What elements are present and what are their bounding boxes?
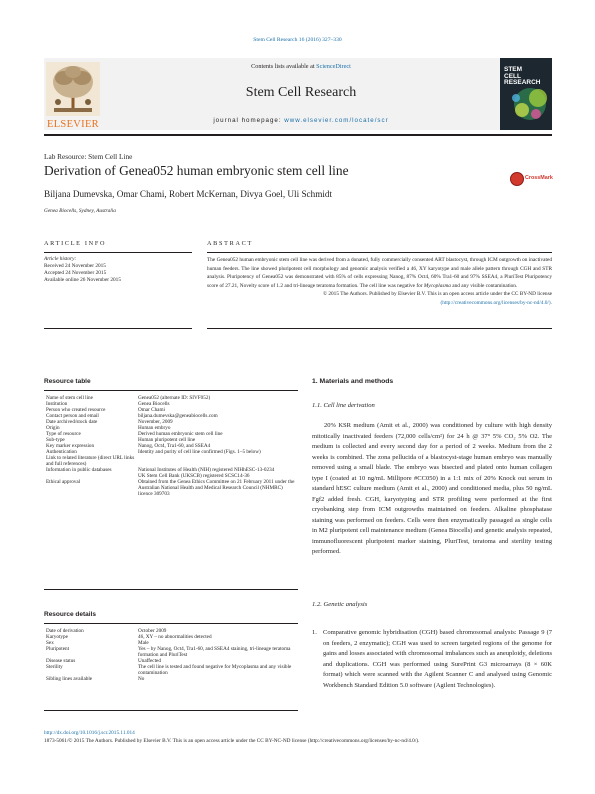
table-row-key: Date of derivation bbox=[46, 628, 84, 634]
section-heading-methods: 1. Materials and methods bbox=[312, 378, 394, 385]
resource-details-title: Resource details bbox=[44, 611, 97, 618]
article-info-bottom-rule bbox=[44, 328, 192, 329]
table-row-value: National Institutes of Health (NIH) registered NIHhESC-13-0234 UK Stem Cell Bank (UKSCB) registered SCSC14-36 bbox=[138, 467, 275, 479]
homepage-url-link[interactable]: www.elsevier.com/locate/scr bbox=[284, 117, 389, 124]
table-row-value: November, 2009 bbox=[138, 419, 173, 425]
genetic-analysis-list bbox=[312, 628, 552, 691]
journal-name: Stem Cell Research bbox=[245, 85, 357, 100]
table-row-key: Karyotype bbox=[46, 634, 68, 640]
table-row-value bbox=[138, 455, 298, 467]
history-received: Received 24 November 2015 bbox=[44, 263, 106, 269]
table-row-key: Institution bbox=[46, 401, 68, 407]
header-divider bbox=[44, 134, 552, 136]
paragraph-cell-line-derivation: 20% KSR medium (Amit et al., 2000) was conditioned by culture with high density mitotically inactivated feeders (72,000 cells/cm²) for 24 h @ 37° 5% CO₂ 5% O2. The medium is collected and every second day for a period of 2 weeks. Medium from the 2 weeks is combined. The zona pellucida of a blastocyst-stage human embryo was manually removed using a small blade. The embryo was bisected and plated onto human collagen type I (coated at 10 ng/mL Millipore #CC050) in a 1:1 mix of 20% Knock out serum in standard hESC culture medium (Amit et al., 2000) and conditioned media, plus 50 ng/mL Fgf2 added fresh. CGH, karyotyping and STR profiling were performed at the first cryobanking step from ICM outgrowths maintained on feeders. Alkaline phosphatase staining was performed on feeders. Cells were then enzymatically passaged as single cells in M2 pluripotent cell maintenance medium (Genea Biocells) and genetic analysis repeated, immunofluorescent pluripotent marker staining, PluriTest, teratoma and sterility testing performed. bbox=[312, 422, 552, 555]
table-row-value: The cell line is tested and found negative for Mycoplasma and any visible contamination bbox=[138, 664, 292, 676]
table-row bbox=[46, 479, 298, 497]
table-row-key: Key marker expression bbox=[46, 443, 95, 449]
table-row bbox=[46, 646, 298, 658]
table-row-key: Disease status bbox=[46, 658, 76, 664]
history-accepted: Accepted 24 November 2015 bbox=[44, 270, 107, 276]
abstract-bottom-rule bbox=[207, 328, 552, 329]
license-link[interactable]: (http://creativecommons.org/licenses/by-nc-nd/4.0/). bbox=[440, 299, 552, 306]
list-item-number: 1. bbox=[312, 629, 317, 636]
table-row-value: No bbox=[138, 676, 145, 682]
table-row-value: Omar Chami bbox=[138, 407, 165, 413]
resource-details-table bbox=[46, 628, 298, 682]
footer-doi[interactable] bbox=[44, 730, 135, 736]
crossmark-button[interactable] bbox=[510, 172, 556, 186]
table-row-value: Obtained from the Genea Ethics Committee on 21 February 2011 under the Australian National Health and Medical Research Council (NHMRC) licence 309703 bbox=[138, 479, 295, 497]
table-row bbox=[46, 455, 298, 467]
resource-details-top-rule bbox=[44, 623, 298, 624]
homepage-prefix: journal homepage: bbox=[213, 117, 285, 124]
table-row-value: 46, XY – no abnormalities detected bbox=[138, 634, 212, 640]
article-section-label: Lab Resource: Stem Cell Line bbox=[44, 152, 133, 161]
table-row-value: Unaffected bbox=[138, 658, 161, 664]
abstract-rule bbox=[207, 252, 552, 253]
table-row-key: Information in public databases bbox=[46, 467, 112, 473]
table-row-value: October 2009 bbox=[138, 628, 167, 634]
table-row bbox=[46, 676, 298, 682]
resource-table-top-rule bbox=[44, 390, 298, 391]
article-title: Derivation of Genea052 human embryonic stem cell line bbox=[44, 163, 349, 178]
table-row-value: Derived human embryonic stem cell line bbox=[138, 431, 223, 437]
author-affiliation: Genea Biocells, Sydney, Australia bbox=[44, 208, 116, 214]
elsevier-logo bbox=[44, 58, 102, 130]
elsevier-tree-icon bbox=[44, 58, 102, 120]
crossmark-icon bbox=[510, 172, 524, 186]
table-row-key: Date archived/stock date bbox=[46, 419, 98, 425]
table-row-value: Nanog, Oct4, Tra1-60, and SSEA4 bbox=[138, 443, 211, 449]
subsection-heading-derivation: 1.1. Cell line derivation bbox=[312, 402, 375, 409]
contents-prefix: Contents lists available at bbox=[251, 63, 317, 70]
table-row bbox=[46, 664, 298, 676]
history-label: Article history: bbox=[44, 256, 77, 262]
journal-homepage bbox=[102, 117, 500, 124]
table-row-value: Male bbox=[138, 640, 149, 646]
journal-citation-link[interactable]: Stem Cell Research 16 (2016) 327–330 bbox=[253, 37, 342, 43]
doi-link[interactable]: http://dx.doi.org/10.1016/j.scr.2015.11.014 bbox=[44, 730, 135, 736]
table-row-key: Origin bbox=[46, 425, 60, 431]
abstract-body: The Genea052 human embryonic stem cell line was derived from a donated, fully commercially consented ART blastocyst, through ICM outgrowth on inactivated human feeders. The line showed pluripotent cell morphology and genomic analysis verified a 46, XY karyotype and male allele pattern through CGH and STR analysis. Pluripotency of Genea052 was demonstrated with 85% of cells expressing Nanog, 87% Oct4, 60% Tra1-60 and 97% SSEA4, a PluriTest Pluripotency score of 27.21, Novelty score of 1.2 and tri-lineage teratoma formation. The cell line was negative for Mycoplasma and any visible contamination. bbox=[207, 257, 552, 289]
abstract-license-link-line bbox=[207, 299, 552, 308]
list-item: Comparative genomic hybridisation (CGH) based chromosomal analysis: Passage 9 (7 on feeders, 2 enzymatic); CGH was used to screen targeted regions of the genome for gains and losses associated with chromosomal imbalances such as aneuploidy, deletions and duplications. CGH was performed using SurePrint G3 microarrays (8 × 60K format) which were scanned with the Agilent Scanner C and analysed using Genomic Workbench Standard Edition 5.0 software (Agilent Technologies). bbox=[323, 629, 552, 689]
article-history bbox=[44, 256, 121, 284]
table-row-key: Link to related literature (direct URL links and full references) bbox=[46, 455, 135, 467]
resource-table bbox=[46, 395, 298, 497]
body-text-column bbox=[312, 378, 552, 689]
article-info-heading: ARTICLE INFO bbox=[44, 240, 107, 247]
table-row-key: Authentication bbox=[46, 449, 77, 455]
contents-available-line bbox=[102, 63, 500, 70]
table-row-value: Yes – by Nanog, Oct4, Tra1-60, and SSEA4 staining, tri-lineage teratoma formation and PluriTest bbox=[138, 646, 291, 658]
abstract-text bbox=[207, 256, 552, 308]
footer-copyright: 1873-5061/© 2015 The Authors. Published by Elsevier B.V. This is an open access article under the CC BY-NC-ND license (http://creativecommons.org/licenses/by-nc-nd/4.0/). bbox=[44, 738, 420, 744]
table-row-key: Contact person and email bbox=[46, 413, 99, 419]
sciencedirect-link[interactable]: ScienceDirect bbox=[316, 63, 351, 70]
table-row-value: Genea052 (alternate ID: SIVF052) bbox=[138, 395, 211, 401]
article-info-rule bbox=[44, 252, 192, 253]
crossmark-label: CrossMark bbox=[525, 175, 553, 181]
table-row-key: Sex bbox=[46, 640, 54, 646]
subsection-heading-genetic: 1.2. Genetic analysis bbox=[312, 601, 368, 608]
table-row-key: Sibling lines available bbox=[46, 676, 93, 682]
resource-table-bottom-rule bbox=[44, 589, 298, 590]
table-row-value: biljana.dumevska@geneabiocells.com bbox=[138, 413, 218, 419]
abstract-license: © 2015 The Authors. Published by Elsevier B.V. This is an open access article under the CC BY-ND license bbox=[323, 291, 552, 298]
resource-details-bottom-rule bbox=[44, 710, 298, 711]
table-row-key: Name of stem cell line bbox=[46, 395, 93, 401]
table-row-value: Identity and purity of cell line confirmed (Figs. 1–5 below) bbox=[138, 449, 261, 455]
journal-citation[interactable] bbox=[0, 37, 595, 43]
abstract-heading: ABSTRACT bbox=[207, 240, 253, 247]
table-row-value: Human pluripotent cell line bbox=[138, 437, 196, 443]
table-row-value: Genea Biocells bbox=[138, 401, 170, 407]
table-row-key: Pluripotent bbox=[46, 646, 70, 652]
table-row-key: Ethical approval bbox=[46, 479, 81, 485]
elsevier-wordmark: ELSEVIER bbox=[47, 119, 99, 130]
table-row bbox=[46, 467, 298, 479]
table-row-key: Person who created resource bbox=[46, 407, 106, 413]
table-row-key: Type of resource bbox=[46, 431, 81, 437]
history-online: Available online 26 November 2015 bbox=[44, 277, 121, 283]
table-row-key: Sterility bbox=[46, 664, 63, 670]
article-authors: Biljana Dumevska, Omar Chami, Robert McKernan, Divya Goel, Uli Schmidt bbox=[44, 189, 333, 199]
table-row-key: Sub-type bbox=[46, 437, 65, 443]
cover-title: STEM CELL RESEARCH bbox=[504, 66, 541, 86]
table-row-value: Human embryo bbox=[138, 425, 171, 431]
resource-table-title: Resource table bbox=[44, 378, 91, 385]
journal-cover-image bbox=[500, 58, 552, 130]
